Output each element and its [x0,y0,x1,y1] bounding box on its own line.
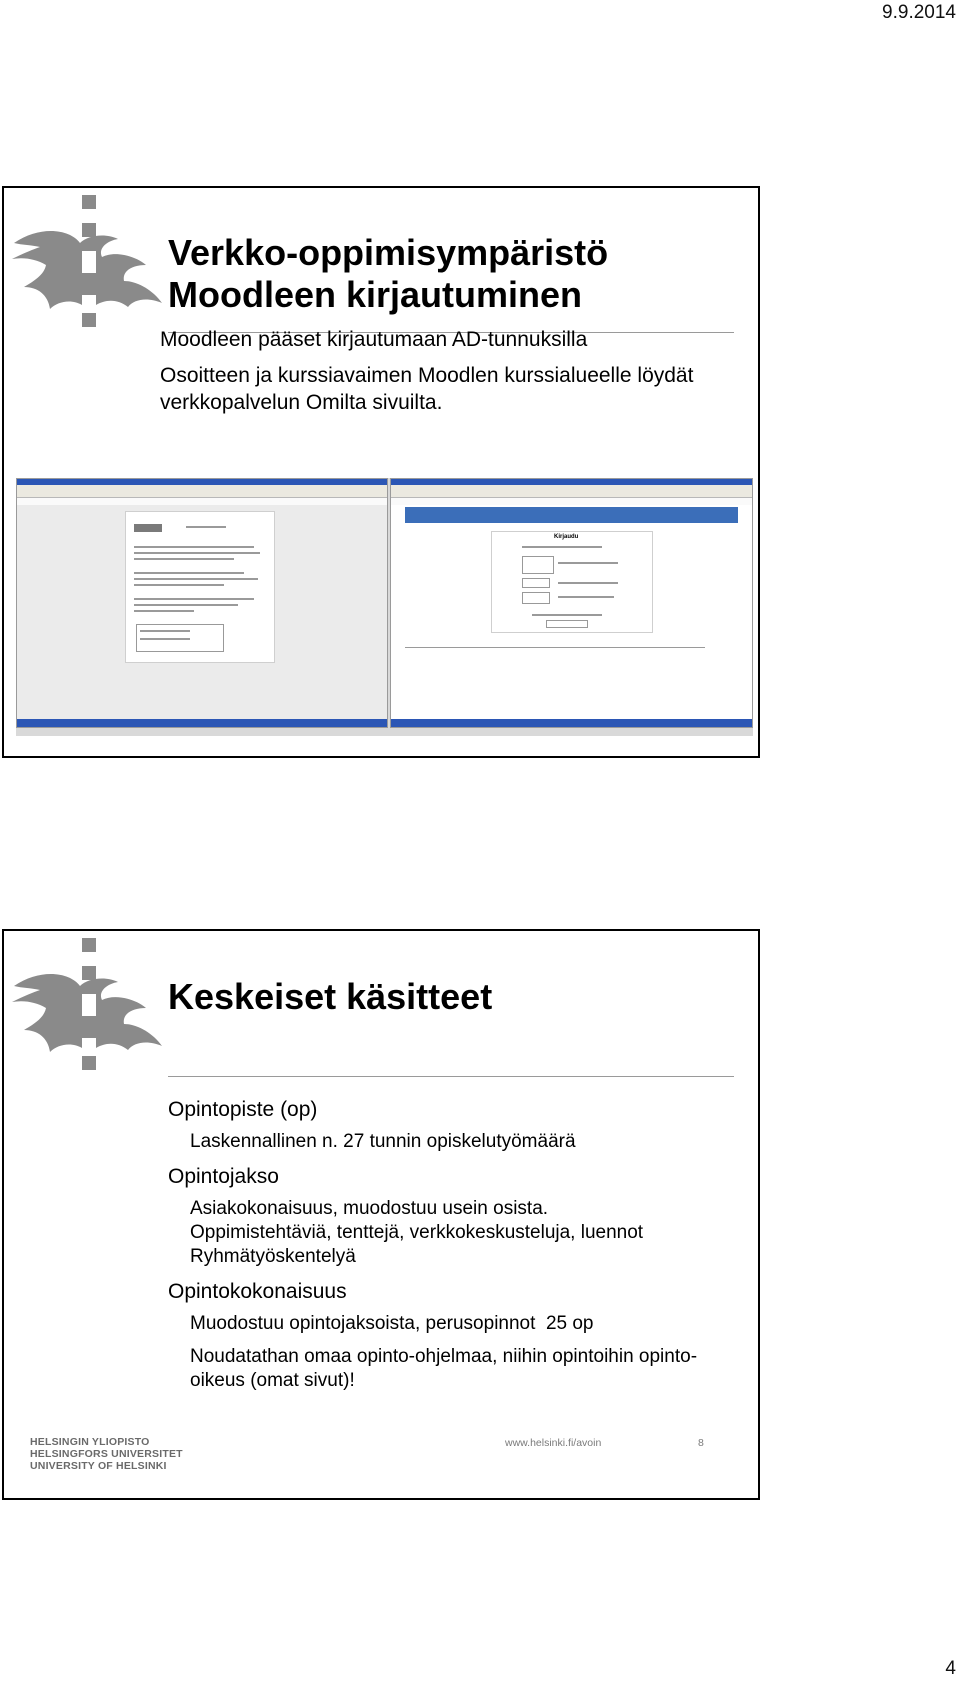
term-opintojakso: Opintojakso [168,1165,279,1188]
slide-key-concepts [2,929,760,1500]
footer-url: www.helsinki.fi/avoin [505,1437,602,1449]
university-name-fi: HELSINGIN YLIOPISTO [30,1436,150,1448]
university-flame-logo-icon [10,195,166,341]
slide-number: 8 [698,1437,704,1449]
detail-opintopiste: Laskennallinen n. 27 tunnin opiskelutyömäärä [190,1131,576,1152]
concept-list [168,1091,728,1402]
moodle-banner [405,507,738,523]
detail-opintokokonaisuus-2: Noudatathan omaa opinto-ohjelmaa, niihin opintoihin opinto-oikeus (omat sivut)! [190,1346,698,1391]
page-date: 9.9.2014 [882,2,956,23]
slide-title: Keskeiset käsitteet [168,976,493,1017]
university-name-sv: HELSINGFORS UNIVERSITET [30,1448,183,1460]
browser-window-right [390,478,753,728]
detail-opintojakso-2: Oppimistehtäviä, tenttejä, verkkokeskusteluja, luennot [190,1222,644,1243]
bullet-ad-login: Moodleen pääset kirjautumaan AD-tunnuksilla [160,328,588,351]
browser-window-left [16,478,388,728]
detail-opintojakso-1: Asiakokonaisuus, muodostuu usein osista. [190,1198,549,1219]
detail-opintojakso-3: Ryhmätyöskentelyä [190,1246,356,1267]
university-name-en: UNIVERSITY OF HELSINKI [30,1460,167,1472]
page-number: 4 [945,1658,956,1679]
slide-body [160,326,740,425]
title-divider [168,1076,734,1077]
slide-moodle-login [2,186,760,758]
detail-opintokokonaisuus-1: Muodostuu opintojaksoista, perusopinnot 25 op [190,1313,594,1334]
slide-title [168,232,608,316]
term-opintopiste: Opintopiste (op) [168,1098,318,1121]
slide-title-line2: Moodleen kirjautuminen [168,274,583,315]
login-heading: Kirjaudu [554,534,579,540]
university-flame-logo-icon [10,938,166,1084]
bullet-course-key: Osoitteen ja kurssiavaimen Moodlen kurssialueelle löydät verkkopalvelun Omilta sivuilta. [160,364,694,414]
university-name-logo [30,1436,183,1472]
browser-screenshots-image [16,478,753,736]
term-opintokokonaisuus: Opintokokonaisuus [168,1280,347,1303]
slide-title-line1: Verkko-oppimisympäristö [168,232,609,273]
